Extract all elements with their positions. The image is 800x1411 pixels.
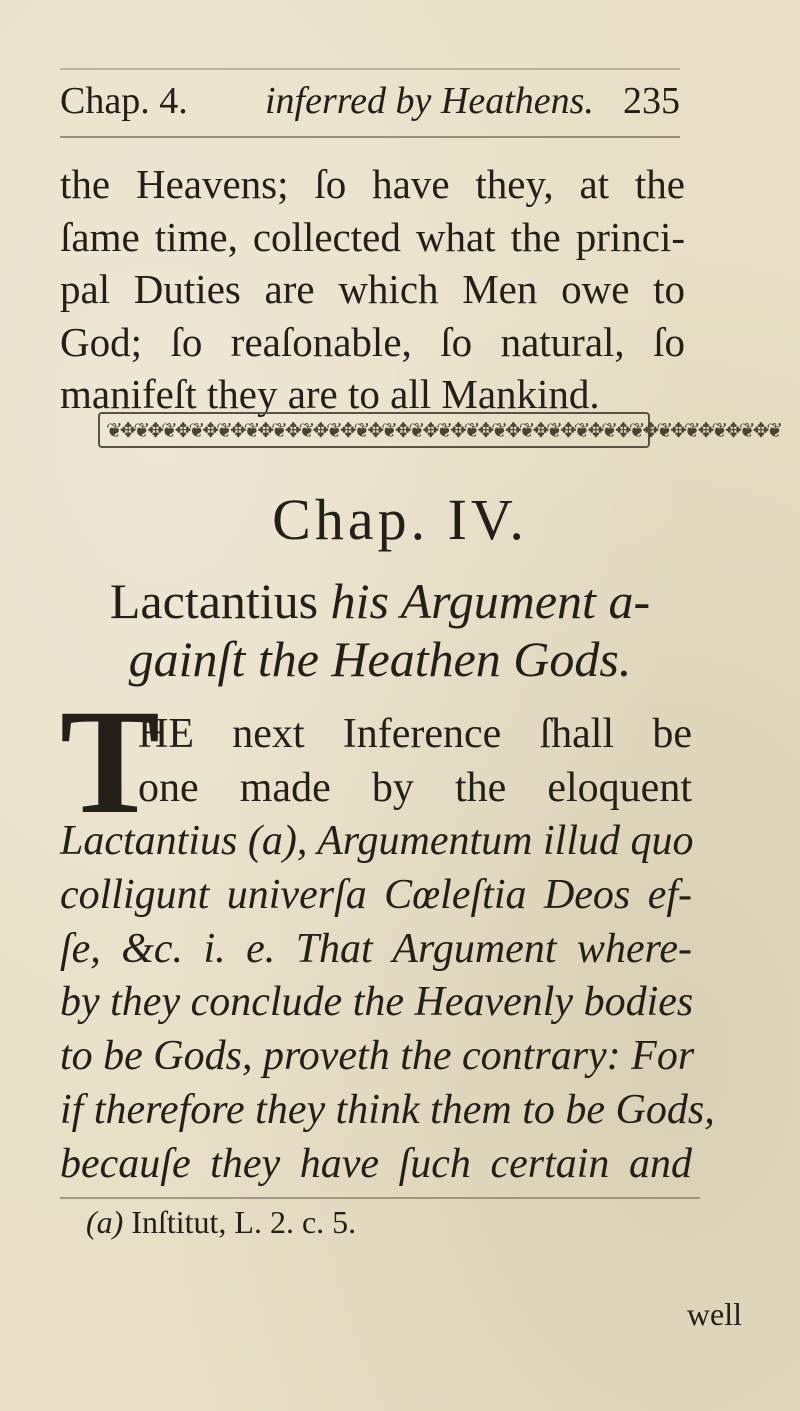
chapter-number: IV. (447, 487, 528, 552)
header-chapter: Chap. 4. (60, 80, 188, 122)
text-line: pal Duties are which Men owe to (60, 266, 685, 312)
footnote-rule (60, 1197, 700, 1199)
footnote-marker: (a) (86, 1204, 124, 1240)
subtitle-italic: his Argument a- (330, 573, 651, 629)
text-line: by they conclude the Heavenly bodies (60, 979, 694, 1026)
drop-cap: T (60, 679, 161, 845)
top-rule (60, 68, 680, 70)
header-rule (60, 136, 680, 138)
text-line: HE next Inference ſhall be (138, 711, 692, 757)
subtitle-roman: Lactantius (109, 573, 319, 629)
running-header (60, 72, 680, 130)
text-line: colligunt univerſa Cœleſtia Deos ef- (60, 872, 692, 919)
footnote-text: Inſtitut, L. 2. c. 5. (131, 1204, 357, 1240)
text-line: to be Gods, proveth the contrary: For (60, 1033, 695, 1080)
text-line: Lactantius (a), Argumentum illud quo (60, 818, 694, 865)
body-paragraph (60, 708, 715, 1191)
page-number: 235 (623, 80, 680, 122)
text-line: if therefore they think them to be Gods, (60, 1086, 715, 1133)
opening-paragraph (60, 158, 685, 421)
chapter-heading (0, 486, 800, 553)
text-line: God; ſo reaſonable, ſo natural, ſo (60, 318, 685, 365)
catchword: well (686, 1296, 742, 1332)
text-line: ſe, &c. i. e. That Argument where- (60, 925, 692, 972)
text-line: the Heavens; ſo have they, at the (60, 161, 685, 207)
ornament-glyphs: ❦✥❦✥❦✥❦✥❦✥❦✥❦✥❦✥❦✥❦✥❦✥❦✥❦✥❦✥❦✥❦✥❦✥❦✥❦✥❦✥❦✥❦✥❦✥❦✥❦ (106, 419, 781, 442)
header-running-title: inferred by Heathens. (265, 80, 594, 122)
chapter-subtitle-line-1 (60, 572, 700, 630)
text-line: manifeſt they are to all Mankind. (60, 371, 600, 417)
text-line: becauſe they have ſuch certain and (60, 1140, 692, 1187)
subtitle-italic: gainſt the Heathen Gods. (128, 631, 632, 687)
text-line: one made by the eloquent (138, 764, 692, 811)
text-line: ſame time, collected what the princi- (60, 213, 685, 260)
decorative-ornament-band (98, 412, 781, 448)
footnote (86, 1204, 356, 1241)
chapter-label: Chap. (272, 487, 430, 552)
